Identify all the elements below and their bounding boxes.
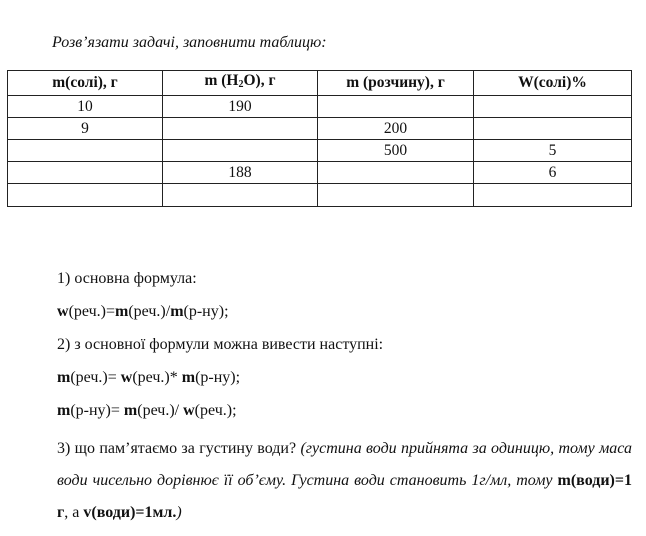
item-2-heading: 2) з основної формули можна вивести наступні: — [57, 336, 384, 353]
table-cell — [163, 118, 318, 140]
item-3-water-density: 3) що пам’ятаємо за густину води? (густина води прийнята за одиницю, тому маса води чисельно дорівнює її об’єму. Густина води становить 1г/мл, тому m(води)=1 г, а v(води)=1мл.) — [57, 440, 632, 521]
table-cell — [8, 140, 163, 162]
table-cell: 190 — [163, 96, 318, 118]
table-cell: 5 — [474, 140, 632, 162]
table-cell: 6 — [474, 162, 632, 184]
table-row — [8, 118, 632, 140]
table-cell: 10 — [8, 96, 163, 118]
table-cell — [318, 96, 474, 118]
formula-solution-mass: m(р-ну)= m(реч.)/ w(реч.); — [57, 402, 237, 419]
item-1-heading: 1) основна формула: — [57, 270, 197, 287]
table-cell: 500 — [318, 140, 474, 162]
table-cell — [318, 184, 474, 207]
table-cell: 9 — [8, 118, 163, 140]
header-solution-mass: m (розчину), г — [318, 71, 474, 96]
table-cell — [474, 184, 632, 207]
formula-main: w(реч.)=m(реч.)/m(р-ну); — [57, 303, 229, 320]
header-salt-mass: m(солі), г — [8, 71, 163, 96]
formula-substance-mass: m(реч.)= w(реч.)* m(р-ну); — [57, 369, 241, 386]
table-cell — [8, 184, 163, 207]
solution-table — [7, 70, 632, 207]
table-cell: 200 — [318, 118, 474, 140]
table-cell — [474, 96, 632, 118]
table-cell — [8, 162, 163, 184]
table-row — [8, 140, 632, 162]
header-salt-fraction: W(солі)% — [474, 71, 632, 96]
table-row — [8, 162, 632, 184]
table-row — [8, 96, 632, 118]
table-cell — [474, 118, 632, 140]
task-title: Розв’язати задачі, заповнити таблицю: — [52, 34, 327, 51]
table-cell — [318, 162, 474, 184]
table-cell: 188 — [163, 162, 318, 184]
table-row — [8, 184, 632, 207]
notes-section — [57, 268, 632, 529]
table-header-row — [8, 71, 632, 96]
table-cell — [163, 184, 318, 207]
header-water-mass: m $(H_2O)$, г — [163, 71, 318, 96]
table-cell — [163, 140, 318, 162]
